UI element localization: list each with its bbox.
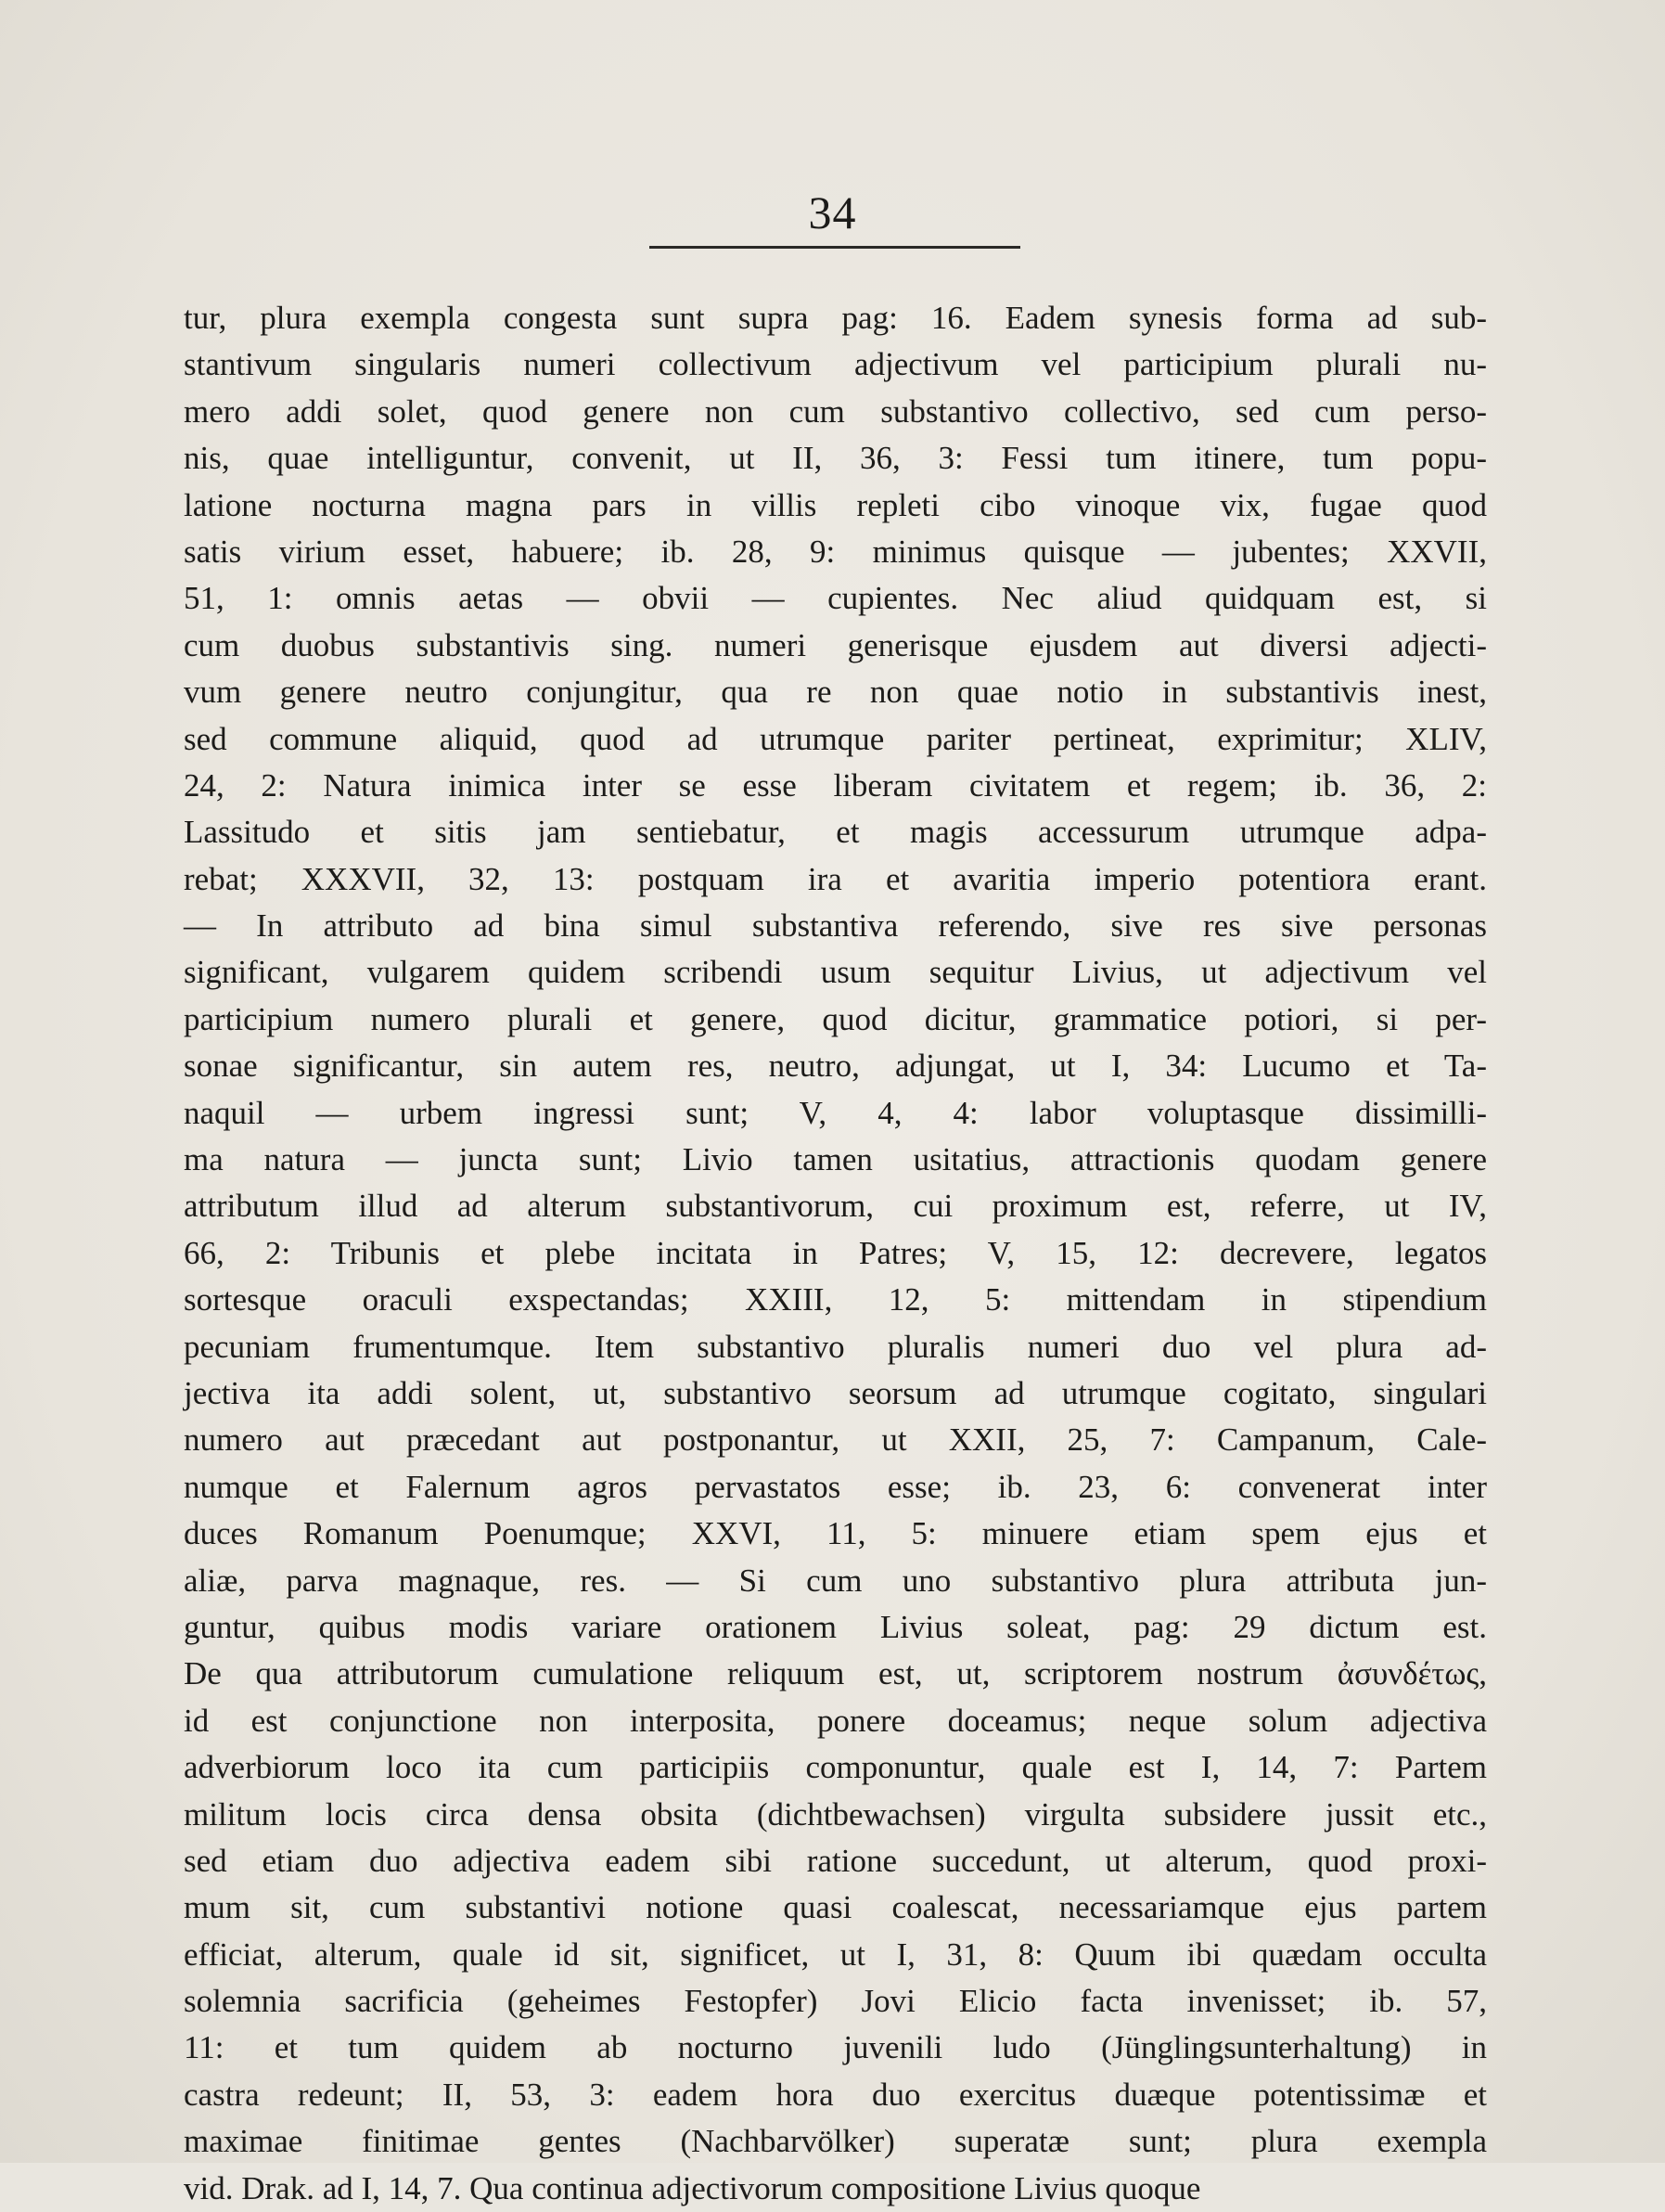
- text-line: id est conjunctione non interposita, ponere doceamus; neque solum adjectiva: [184, 1702, 1487, 1739]
- text-line: attributum illud ad alterum substantivorum, cui proximum est, referre, ut IV,: [184, 1188, 1487, 1225]
- text-line: 24, 2: Natura inimica inter se esse liberam civitatem et regem; ib. 36, 2:: [184, 766, 1487, 804]
- text-line: nis, quae intelliguntur, convenit, ut II, 36, 3: Fessi tum itinere, tum popu-: [184, 440, 1487, 477]
- text-line: sortesque oraculi exspectandas; XXIII, 12, 5: mittendam in stipendium: [184, 1281, 1487, 1318]
- text-line: cum duobus substantivis sing. numeri generisque ejusdem aut diversi adjecti-: [184, 626, 1487, 663]
- text-line: numque et Falernum agros pervastatos esse; ib. 23, 6: convenerat inter: [184, 1468, 1487, 1505]
- text-line: castra redeunt; II, 53, 3: eadem hora duo exercitus duæque potentissimæ et: [184, 2076, 1487, 2113]
- text-line: — In attributo ad bina simul substantiva referendo, sive res sive personas: [184, 907, 1487, 945]
- text-line: aliæ, parva magnaque, res. — Si cum uno substantivo plura attributa jun-: [184, 1562, 1487, 1599]
- text-line: duces Romanum Poenumque; XXVI, 11, 5: minuere etiam spem ejus et: [184, 1515, 1487, 1552]
- text-line: 66, 2: Tribunis et plebe incitata in Patres; V, 15, 12: decrevere, legatos: [184, 1234, 1487, 1271]
- text-line: sed etiam duo adjectiva eadem sibi ratione succedunt, ut alterum, quod proxi-: [184, 1842, 1487, 1879]
- text-line: De qua attributorum cumulatione reliquum est, ut, scriptorem nostrum ἀσυνδέτως,: [184, 1655, 1487, 1692]
- text-line: jectiva ita addi solent, ut, substantivo seorsum ad utrumque cogitato, singulari: [184, 1374, 1487, 1411]
- text-line: numero aut præcedant aut postponantur, ut XXII, 25, 7: Campanum, Cale-: [184, 1421, 1487, 1459]
- text-line: adverbiorum loco ita cum participiis componuntur, quale est I, 14, 7: Partem: [184, 1749, 1487, 1786]
- text-line: 51, 1: omnis aetas — obvii — cupientes. Nec aliud quidquam est, si: [184, 580, 1487, 617]
- text-line: efficiat, alterum, quale id sit, significet, ut I, 31, 8: Quum ibi quædam occulta: [184, 1936, 1487, 1973]
- text-line: tur, plura exempla congesta sunt supra pag: 16. Eadem synesis forma ad sub-: [184, 300, 1487, 336]
- text-line: rebat; XXXVII, 32, 13: postquam ira et avaritia imperio potentiora erant.: [184, 860, 1487, 897]
- text-line: satis virium esset, habuere; ib. 28, 9: minimus quisque — jubentes; XXVII,: [184, 533, 1487, 570]
- text-line: solemnia sacrificia (geheimes Festopfer) Jovi Elicio facta invenisset; ib. 57,: [184, 1983, 1487, 2020]
- text-line: latione nocturna magna pars in villis repleti cibo vinoque vix, fugae quod: [184, 486, 1487, 523]
- text-line: vum genere neutro conjungitur, qua re non quae notio in substantivis inest,: [184, 674, 1487, 711]
- text-line: naquil — urbem ingressi sunt; V, 4, 4: labor voluptasque dissimilli-: [184, 1094, 1487, 1131]
- text-line: Lassitudo et sitis jam sentiebatur, et magis accessurum utrumque adpa-: [184, 814, 1487, 851]
- text-line: guntur, quibus modis variare orationem Livius soleat, pag: 29 dictum est.: [184, 1608, 1487, 1645]
- text-line: maximae finitimae gentes (Nachbarvölker) superatæ sunt; plura exempla: [184, 2123, 1487, 2160]
- text-line: sed commune aliquid, quod ad utrumque pariter pertineat, exprimitur; XLIV,: [184, 720, 1487, 757]
- text-line: 11: et tum quidem ab nocturno juvenili ludo (Jünglingsunterhaltung) in: [184, 2029, 1487, 2066]
- body-text: [184, 295, 1487, 2212]
- text-line: sonae significantur, sin autem res, neutro, adjungat, ut I, 34: Lucumo et Ta-: [184, 1048, 1487, 1085]
- text-line: militum locis circa densa obsita (dichtbewachsen) virgulta subsidere jussit etc.,: [184, 1795, 1487, 1833]
- text-line: significant, vulgarem quidem scribendi usum sequitur Livius, ut adjectivum vel: [184, 954, 1487, 991]
- text-line: mero addi solet, quod genere non cum substantivo collectivo, sed cum perso-: [184, 392, 1487, 430]
- text-line: stantivum singularis numeri collectivum adjectivum vel participium plurali nu-: [184, 346, 1487, 383]
- text-line: vid. Drak. ad I, 14, 7. Qua continua adjectivorum compositione Livius quoque: [184, 2169, 1201, 2206]
- header-rule: [649, 246, 1020, 249]
- text-line: ma natura — juncta sunt; Livio tamen usitatius, attractionis quodam genere: [184, 1141, 1487, 1178]
- text-line: pecuniam frumentumque. Item substantivo pluralis numeri duo vel plura ad-: [184, 1328, 1487, 1365]
- text-line: mum sit, cum substantivi notione quasi coalescat, necessariamque ejus partem: [184, 1889, 1487, 1926]
- page-number: 34: [808, 186, 857, 238]
- text-line: participium numero plurali et genere, quod dicitur, grammatice potiori, si per-: [184, 1000, 1487, 1037]
